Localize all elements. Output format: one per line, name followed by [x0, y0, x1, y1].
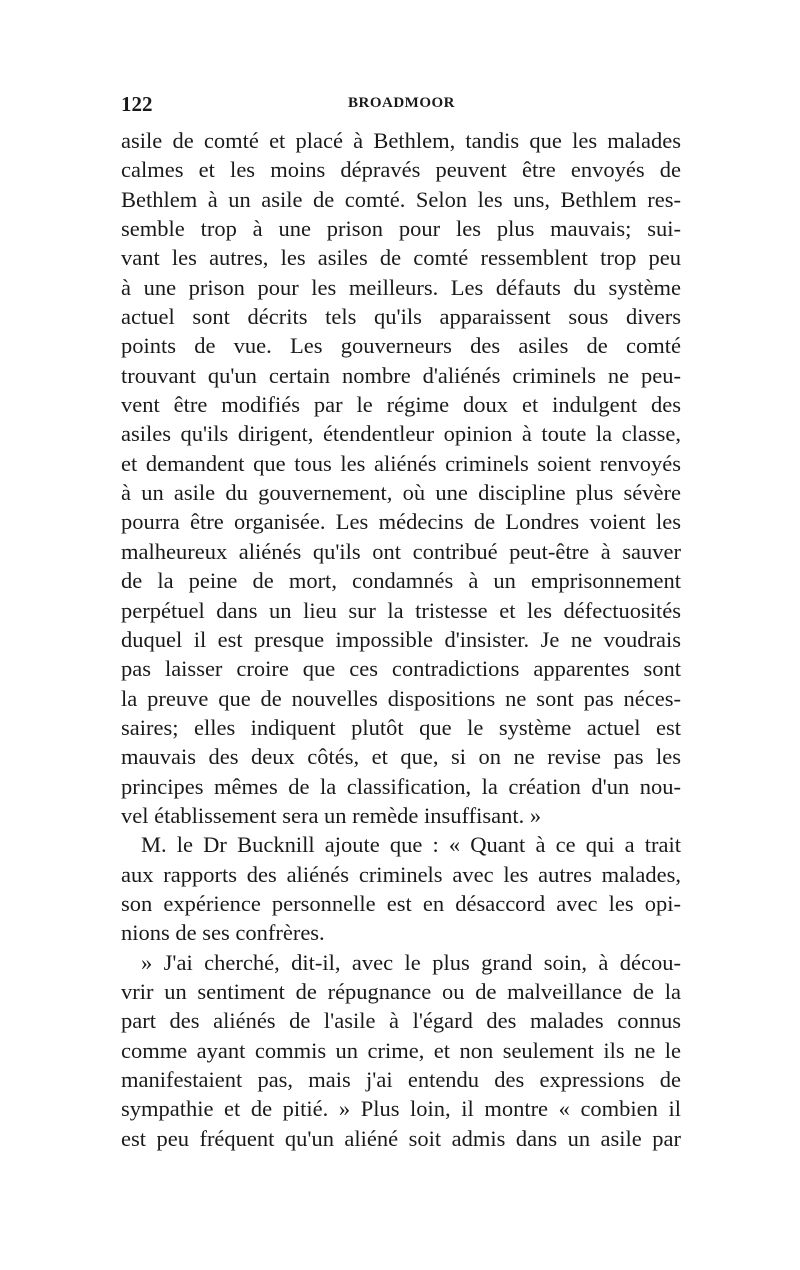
text-line: trouvant qu'un certain nombre d'aliénés criminels ne peu- [121, 362, 681, 388]
paragraph [121, 126, 681, 830]
text-line: asiles qu'ils dirigent, étendentleur opinion à toute la classe, [121, 421, 681, 447]
text-line: actuel sont décrits tels qu'ils apparaissent sous divers [121, 304, 681, 330]
text-line: à une prison pour les meilleurs. Les défauts du système [121, 274, 681, 300]
text-line: à un asile du gouvernement, où une discipline plus sévère [121, 480, 681, 506]
text-line: perpétuel dans un lieu sur la tristesse et les défectuosités [121, 597, 681, 623]
text-line: est peu fréquent qu'un aliéné soit admis dans un asile par [121, 1125, 681, 1151]
text-line: part des aliénés de l'asile à l'égard des malades connus [121, 1008, 681, 1034]
page-header [121, 92, 681, 122]
text-line: vent être modifiés par le régime doux et indulgent des [121, 392, 681, 418]
text-line: pas laisser croire que ces contradictions apparentes sont [121, 656, 681, 682]
text-line: de la peine de mort, condamnés à un emprisonnement [121, 568, 681, 594]
text-line: nions de ses confrères. [121, 920, 325, 946]
text-line: sympathie et de pitié. » Plus loin, il montre « combien il [121, 1096, 681, 1122]
text-line: duquel il est presque impossible d'insister. Je ne voudrais [121, 626, 681, 652]
text-line: M. le Dr Bucknill ajoute que : « Quant à ce qui a trait [141, 832, 681, 858]
text-line: et demandent que tous les aliénés criminels soient renvoyés [121, 450, 681, 476]
body-text [121, 126, 681, 1153]
text-line: semble trop à une prison pour les plus mauvais; sui- [121, 216, 681, 242]
text-line: principes mêmes de la classification, la création d'un nou- [121, 773, 681, 799]
text-line: son expérience personnelle est en désaccord avec les opi- [121, 890, 681, 916]
text-line: Bethlem à un asile de comté. Selon les uns, Bethlem res- [121, 186, 681, 212]
page-number: 122 [121, 92, 153, 116]
text-line: vant les autres, les asiles de comté ressemblent trop peu [121, 245, 681, 271]
running-head: BROADMOOR [348, 95, 455, 111]
text-line: aux rapports des aliénés criminels avec les autres malades, [121, 861, 681, 887]
text-line: saires; elles indiquent plutôt que le système actuel est [121, 714, 681, 740]
text-line: asile de comté et placé à Bethlem, tandis que les malades [121, 128, 681, 153]
text-line: la preuve que de nouvelles dispositions ne sont pas néces- [121, 685, 681, 711]
text-line: points de vue. Les gouverneurs des asiles de comté [121, 333, 681, 359]
paragraph [121, 948, 681, 1153]
text-line: pourra être organisée. Les médecins de Londres voient les [121, 509, 681, 535]
text-line: » J'ai cherché, dit-il, avec le plus grand soin, à décou- [141, 949, 681, 975]
text-line: malheureux aliénés qu'ils ont contribué peut-être à sauver [121, 538, 681, 564]
paragraph [121, 830, 681, 947]
text-line: mauvais des deux côtés, et que, si on ne revise pas les [121, 744, 681, 770]
text-line: vrir un sentiment de répugnance ou de malveillance de la [121, 978, 681, 1004]
text-line: vel établissement sera un remède insuffisant. » [121, 802, 542, 828]
text-line: manifestaient pas, mais j'ai entendu des expressions de [121, 1067, 681, 1092]
text-line: comme ayant commis un crime, et non seulement ils ne le [121, 1037, 681, 1063]
text-line: calmes et les moins dépravés peuvent être envoyés de [121, 157, 681, 183]
